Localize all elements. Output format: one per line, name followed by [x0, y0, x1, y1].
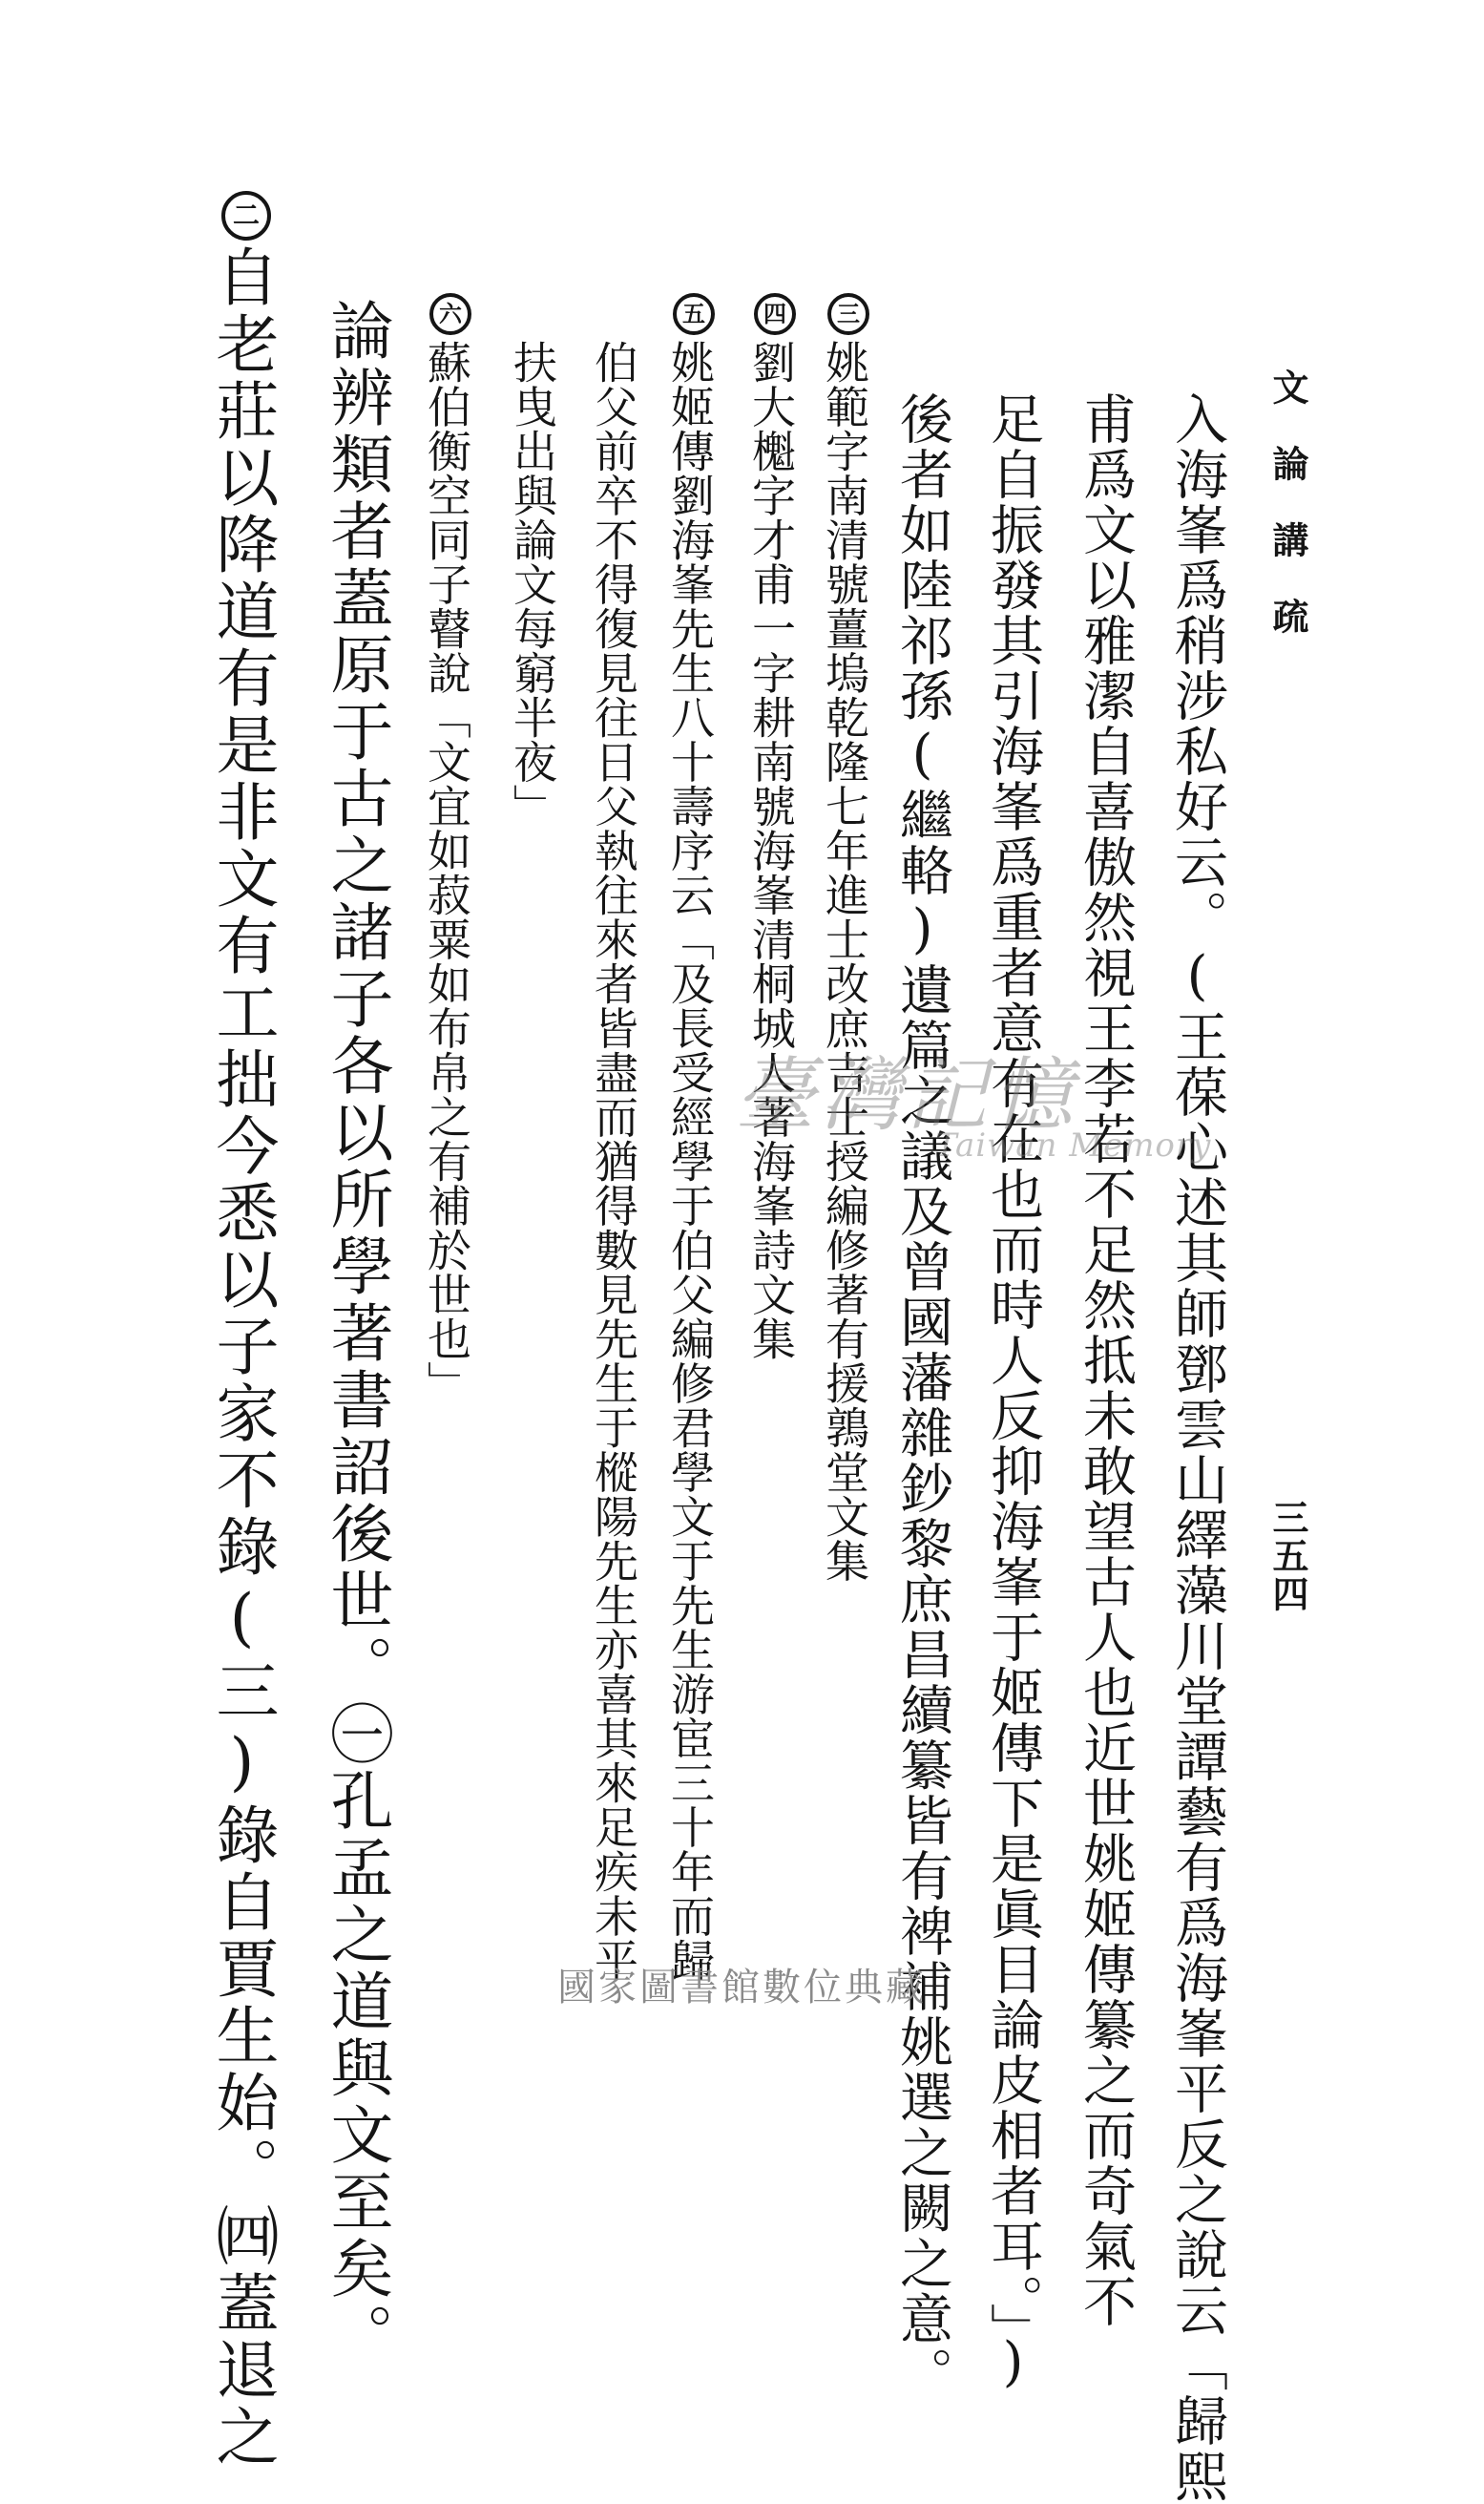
running-head-title: 文論講疏 — [1266, 368, 1309, 674]
note-5-continuation-1: 伯父前卒不得復見往日父執往來者皆盡而猶得數見先生于樅陽先生亦喜其來足疾未平 — [588, 340, 639, 1983]
note-3-text: 姚範字南清號薑塢乾隆七年進士改庶吉士授編修著有援鶉堂文集 — [819, 340, 870, 1583]
note-marker-4: 四 — [754, 293, 796, 335]
footer-credit: 國家圖書館數位典藏 — [557, 1966, 927, 2010]
main-text-column-1: 入海峯爲稍涉私好云。(王葆心述其師鄧雲山繹藻川堂譚藝有爲海峯平反之說云「歸熙 — [1166, 391, 1228, 2504]
watermark-english: Taiwan Memory — [935, 1126, 1212, 1165]
note-4-text: 劉大櫆字才甫一字耕南號海峯清桐城人著海峯詩文集 — [745, 340, 797, 1361]
large-text-column-1: 論辨類者蓋原于古之諸子各以所學著書詔後世。㊀孔孟之道與文至矣。 — [320, 298, 393, 2369]
note-5-continuation-2: 扶曳出與論文每窮半夜」 — [507, 340, 558, 829]
watermark — [725, 1031, 1260, 1174]
note-marker-6: 六 — [429, 293, 471, 335]
main-text-column-2: 甫爲文以雅潔自喜傲然視王李若不足然抵未敢望古人也近世姚姬傳纂之而奇氣不 — [1075, 391, 1137, 2329]
note-6-text: 蘇伯衡空同子瞽說「文宜如菽粟如布帛之有補於世也」 — [421, 340, 472, 1405]
watermark-chinese: 臺灣記憶 — [735, 1048, 1079, 1142]
note-5-text: 姚姬傳劉海峯先生八十壽序云「及長受經學于伯父編修君學文于先生游宦三十年而歸 — [664, 340, 716, 1983]
main-text-column-3: 足自振發其引海峯爲重者意有在也而時人反抑海峯于姬傳下是眞目論皮相者耳。」) — [982, 391, 1044, 2395]
note-marker-3: 三 — [827, 293, 869, 335]
section-marker: 二 — [221, 191, 271, 241]
note-marker-5: 五 — [673, 293, 715, 335]
large-text-column-2: 自老莊以降道有是非文有工拙今悉以子家不錄(三)錄自賈生始。㈣蓋退之 — [205, 244, 279, 2471]
main-text-column-4: 後者如陸祁孫(繼輅)遺篇之議及曾國藩雜鈔黎庶昌續纂皆有裨補姚選之闕之意。 — [891, 391, 953, 2402]
page-number: 三五四 — [1266, 1499, 1309, 1613]
